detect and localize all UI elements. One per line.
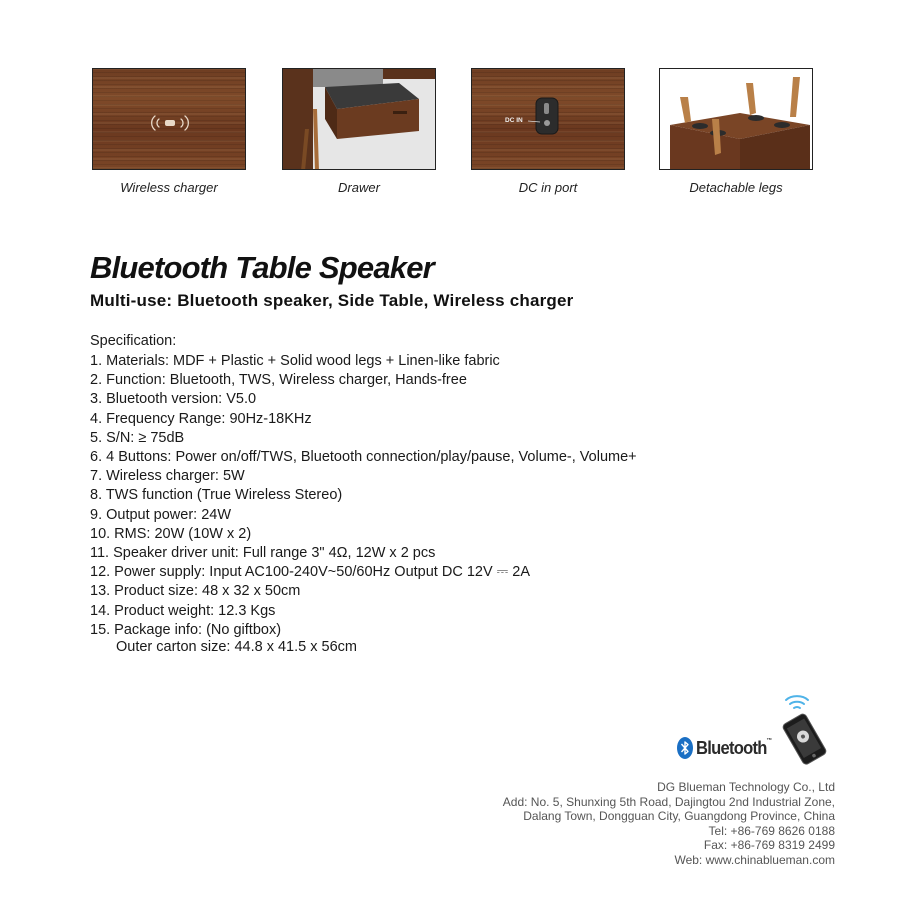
bluetooth-logo — [677, 737, 778, 759]
company-fax: Fax: +86-769 8319 2499 — [703, 838, 835, 853]
detachable-legs-image — [659, 68, 813, 170]
spec-sub-item: Outer carton size: 44.8 x 41.5 x 56cm — [116, 639, 357, 655]
spec-item: 6. 4 Buttons: Power on/off/TWS, Bluetooth connection/play/pause, Volume-, Volume+ — [90, 449, 637, 466]
legs-illustration — [660, 69, 813, 170]
phone-signal-icon — [770, 692, 840, 770]
specification-heading: Specification: — [90, 333, 177, 349]
wireless-charger-image — [92, 68, 246, 170]
product-title: Bluetooth Table Speaker — [90, 250, 434, 285]
caption-detachable-legs: Detachable legs — [689, 180, 783, 195]
spec-item: 15. Package info: (No giftbox) — [90, 621, 282, 638]
bluetooth-rune-icon — [677, 737, 693, 759]
spec-item: 3. Bluetooth version: V5.0 — [90, 391, 257, 408]
spec-item: 8. TWS function (True Wireless Stereo) — [90, 487, 343, 504]
company-info — [503, 780, 835, 868]
specification-list — [90, 352, 637, 640]
caption-drawer: Drawer — [338, 180, 380, 195]
bluetooth-wordmark: Bluetooth — [696, 737, 767, 758]
dc-port-icon — [472, 69, 625, 170]
spec-item: 10. RMS: 20W (10W x 2) — [90, 525, 252, 542]
spec-item: 14. Product weight: 12.3 Kgs — [90, 602, 276, 619]
caption-dc-in-port: DC in port — [518, 180, 578, 195]
spec-item: 11. Speaker driver unit: Full range 3" 4Ω, 12W x 2 pcs — [90, 545, 436, 562]
spec-item: 12. Power supply: Input AC100-240V~50/60Hz Output DC 12V ⎓ 2A — [90, 564, 530, 581]
spec-item: 2. Function: Bluetooth, TWS, Wireless charger, Hands-free — [90, 372, 467, 389]
drawer-illustration — [283, 69, 436, 170]
spec-item: 9. Output power: 24W — [90, 506, 232, 523]
spec-item: 1. Materials: MDF + Plastic + Solid wood legs + Linen-like fabric — [90, 353, 500, 369]
company-address-line-1: Add: No. 5, Shunxing 5th Road, Dajingtou 2nd Industrial Zone, — [502, 794, 835, 809]
spec-item: 4. Frequency Range: 90Hz-18KHz — [90, 410, 312, 427]
company-tel: Tel: +86-769 8626 0188 — [708, 823, 835, 838]
company-address-line-2: Dalang Town, Dongguan City, Guangdong Province, China — [523, 809, 835, 824]
spec-item: 13. Product size: 48 x 32 x 50cm — [90, 583, 301, 600]
spec-item: 5. S/N: ≥ 75dB — [90, 429, 185, 446]
spec-item: 7. Wireless charger: 5W — [90, 468, 245, 485]
dc-in-label: DC IN — [505, 117, 523, 124]
trademark-mark: ™ — [766, 737, 772, 744]
dc-in-port-image — [471, 68, 625, 170]
wireless-charge-icon — [93, 69, 246, 170]
company-web: Web: www.chinablueman.com — [674, 852, 835, 867]
product-subtitle: Multi-use: Bluetooth speaker, Side Table, Wireless charger — [90, 291, 574, 310]
caption-wireless-charger: Wireless charger — [120, 180, 218, 195]
drawer-image — [282, 68, 436, 170]
company-name: DG Blueman Technology Co., Ltd — [657, 780, 835, 794]
